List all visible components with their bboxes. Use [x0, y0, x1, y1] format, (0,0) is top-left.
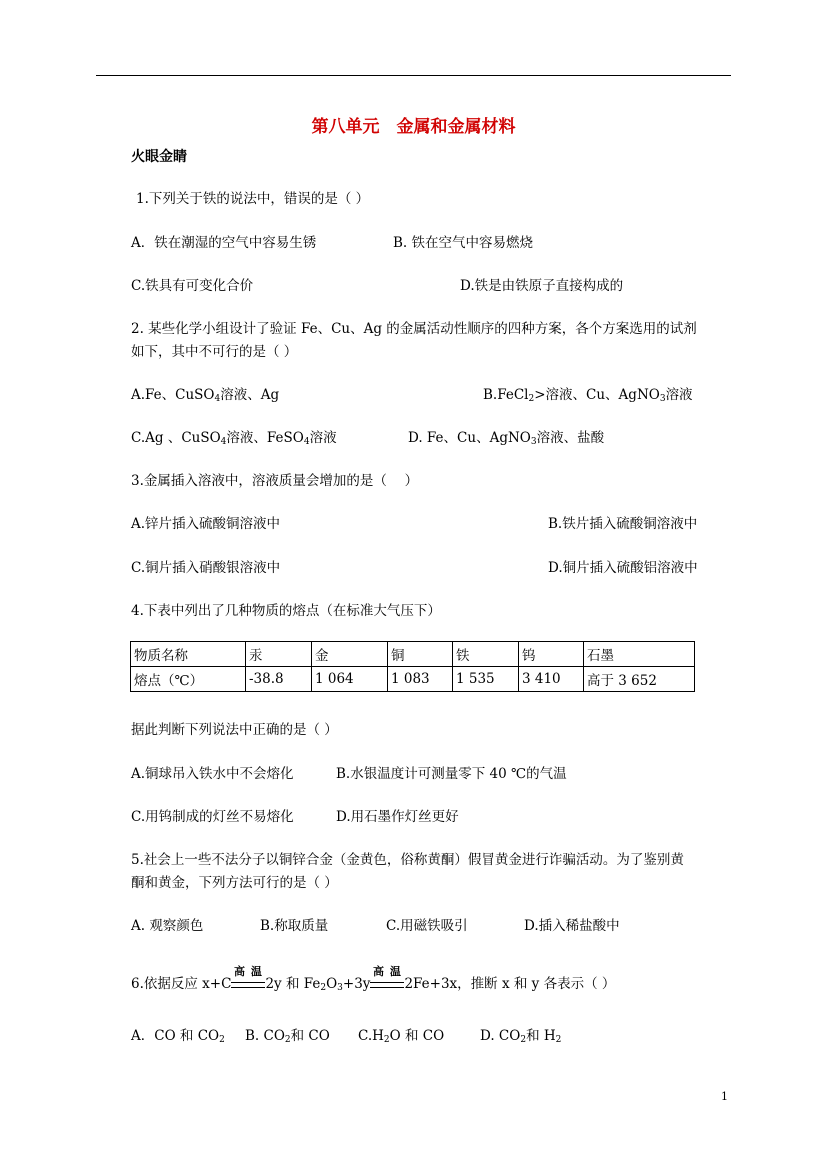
q5-option-c: C.用磁铁吸引 — [386, 918, 468, 934]
table-cell: 3 410 — [519, 667, 584, 692]
q3-option-d: D.铜片插入硫酸铝溶液中 — [548, 560, 698, 576]
table-cell: 石墨 — [584, 642, 695, 667]
table-cell: 1 535 — [453, 667, 519, 692]
page-number: 1 — [721, 1090, 728, 1103]
q3-option-c: C.铜片插入硝酸银溶液中 — [131, 560, 281, 576]
table-cell: 1 083 — [388, 667, 453, 692]
q2-option-d: D. Fe、Cu、AgNO$_3$溶液、盐酸 — [408, 430, 605, 447]
q3-stem: 3.金属插入溶液中，溶液质量会增加的是（ ） — [131, 473, 419, 489]
q1-option-d: D.铁是由铁原子直接构成的 — [460, 278, 624, 294]
q4-judge: 据此判断下列说法中正确的是（ ） — [131, 722, 338, 738]
table-cell: 钨 — [519, 642, 584, 667]
q4-option-b: B.水银温度计可测量零下 40 ℃的气温 — [336, 766, 567, 782]
melting-point-table — [130, 641, 695, 692]
q6-option-b: B. $CO_2$和 CO — [245, 1028, 330, 1045]
table-cell: 高于 3 652 — [584, 667, 695, 692]
table-row — [131, 642, 695, 667]
q1-option-a: A．铁在潮湿的空气中容易生锈 — [131, 235, 317, 251]
reaction-arrow: 高 温 — [370, 976, 404, 992]
q3-option-a: A.锌片插入硫酸铜溶液中 — [131, 516, 281, 532]
table-cell: 1 064 — [312, 667, 388, 692]
q6-option-d: D. $CO_2$和 $H_2$ — [480, 1028, 562, 1045]
q4-option-a: A.铜球吊入铁水中不会熔化 — [131, 766, 294, 782]
q1-stem: 1.下列关于铁的说法中，错误的是（ ） — [136, 191, 370, 207]
table-cell: 铜 — [388, 642, 453, 667]
q4-stem: 4.下表中列出了几种物质的熔点（在标准大气压下） — [131, 603, 441, 619]
table-cell: 金 — [312, 642, 388, 667]
q5-option-b: B.称取质量 — [260, 918, 329, 934]
table-cell: 熔点（℃） — [131, 667, 246, 692]
table-cell: 铁 — [453, 642, 519, 667]
q5-option-d: D.插入稀盐酸中 — [524, 918, 620, 934]
q3-option-b: B.铁片插入硫酸铜溶液中 — [548, 516, 698, 532]
q2-option-c: C.Ag 、CuSO$_4$溶液、FeSO$_4$溶液 — [131, 430, 337, 447]
section-heading: 火眼金睛 — [131, 149, 187, 165]
q4-option-d: D.用石墨作灯丝更好 — [336, 809, 459, 825]
q1-option-b: B. 铁在空气中容易燃烧 — [393, 235, 534, 251]
q2-option-a: A.Fe、CuSO$_4$溶液、Ag — [131, 387, 280, 404]
q2-stem-line2: 如下，其中不可行的是（ ） — [131, 344, 298, 360]
q5-stem-line2: 酮和黄金，下列方法可行的是（ ） — [131, 875, 338, 891]
q6-option-a: A．CO 和 $CO_2$ — [131, 1028, 225, 1045]
table-row — [131, 667, 695, 692]
page-title: 第八单元 金属和金属材料 — [311, 117, 516, 137]
q1-option-c: C.铁具有可变化合价 — [131, 278, 254, 294]
table-cell: 汞 — [246, 642, 312, 667]
q5-stem-line1: 5.社会上一些不法分子以铜锌合金（金黄色，俗称黄酮）假冒黄金进行诈骗活动。为了鉴别黄 — [131, 852, 684, 868]
q4-option-c: C.用钨制成的灯丝不易熔化 — [131, 809, 294, 825]
table-cell: -38.8 — [246, 667, 312, 692]
q6-option-c: $C.H_2O$ 和 CO — [358, 1028, 445, 1045]
q5-option-a: A. 观察颜色 — [131, 918, 204, 934]
q2-option-b: B.FeCl$_2$>溶液、Cu、AgNO$_3$溶液 — [483, 387, 693, 404]
reaction-arrow: 高 温 — [231, 976, 265, 992]
q6-stem: 6.依据反应 x+C 高 温 2y 和 $Fe_2O_3+3y$ 高 温 2Fe+3x，推断 x 和 y 各表示（ ） — [131, 965, 616, 993]
q2-stem-line1: 2. 某些化学小组设计了验证 Fe、Cu、Ag 的金属活动性顺序的四种方案，各个方案选用的试剂 — [131, 321, 697, 337]
table-cell: 物质名称 — [131, 642, 246, 667]
header-rule — [96, 75, 731, 76]
